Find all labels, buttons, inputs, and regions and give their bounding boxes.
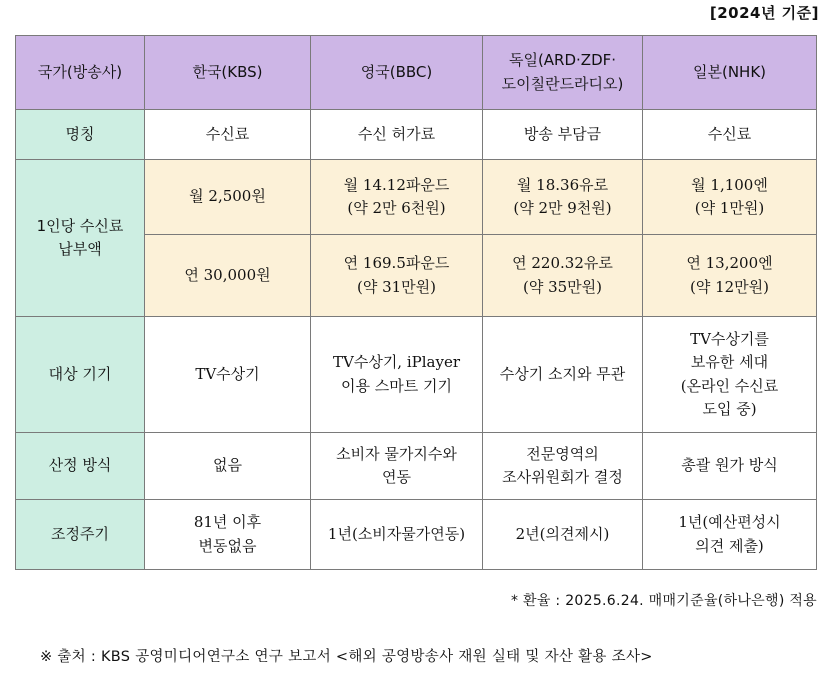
row-label-name: 명칭 [16, 110, 145, 160]
cell-fee-monthly-korea: 월 2,500원 [145, 160, 311, 235]
row-label-fee: 1인당 수신료 납부액 [16, 160, 145, 317]
cell-fee-yearly-uk: 연 169.5파운드 (약 31만원) [311, 235, 483, 317]
header-germany: 독일(ARD·ZDF· 도이칠란드라디오) [483, 36, 643, 110]
cell-cycle-uk: 1년(소비자물가연동) [311, 500, 483, 570]
cell-device-japan: TV수상기를 보유한 세대 (온라인 수신료 도입 중) [643, 317, 817, 433]
cell-method-korea: 없음 [145, 433, 311, 500]
license-fee-comparison-table [15, 35, 817, 570]
cell-device-korea: TV수상기 [145, 317, 311, 433]
cell-device-germany: 수상기 소지와 무관 [483, 317, 643, 433]
cell-cycle-germany: 2년(의견제시) [483, 500, 643, 570]
header-row [16, 36, 817, 110]
cell-fee-yearly-japan: 연 13,200엔 (약 12만원) [643, 235, 817, 317]
cell-name-uk: 수신 허가료 [311, 110, 483, 160]
cell-method-uk: 소비자 물가지수와 연동 [311, 433, 483, 500]
table-row-name [16, 110, 817, 160]
table-row-fee-monthly [16, 160, 817, 235]
table-row-cycle [16, 500, 817, 570]
cell-fee-monthly-uk: 월 14.12파운드 (약 2만 6천원) [311, 160, 483, 235]
header-country: 국가(방송사) [16, 36, 145, 110]
exchange-rate-footnote: * 환율 : 2025.6.24. 매매기준율(하나은행) 적용 [510, 593, 817, 609]
row-label-method: 산정 방식 [16, 433, 145, 500]
cell-name-japan: 수신료 [643, 110, 817, 160]
cell-fee-monthly-japan: 월 1,100엔 (약 1만원) [643, 160, 817, 235]
row-label-cycle: 조정주기 [16, 500, 145, 570]
source-note: ※ 출처 : KBS 공영미디어연구소 연구 보고서 <해외 공영방송사 재원 실태 및 자산 활용 조사> [40, 649, 653, 665]
cell-cycle-korea: 81년 이후 변동없음 [145, 500, 311, 570]
header-korea: 한국(KBS) [145, 36, 311, 110]
header-uk: 영국(BBC) [311, 36, 483, 110]
cell-fee-yearly-korea: 연 30,000원 [145, 235, 311, 317]
cell-fee-monthly-germany: 월 18.36유로 (약 2만 9천원) [483, 160, 643, 235]
cell-name-korea: 수신료 [145, 110, 311, 160]
table-row-method [16, 433, 817, 500]
row-label-device: 대상 기기 [16, 317, 145, 433]
date-note: [2024년 기준] [709, 4, 819, 22]
cell-fee-yearly-germany: 연 220.32유로 (약 35만원) [483, 235, 643, 317]
cell-method-germany: 전문영역의 조사위원회가 결정 [483, 433, 643, 500]
table-row-device [16, 317, 817, 433]
cell-method-japan: 총괄 원가 방식 [643, 433, 817, 500]
header-japan: 일본(NHK) [643, 36, 817, 110]
cell-name-germany: 방송 부담금 [483, 110, 643, 160]
cell-cycle-japan: 1년(예산편성시 의견 제출) [643, 500, 817, 570]
cell-device-uk: TV수상기, iPlayer 이용 스마트 기기 [311, 317, 483, 433]
